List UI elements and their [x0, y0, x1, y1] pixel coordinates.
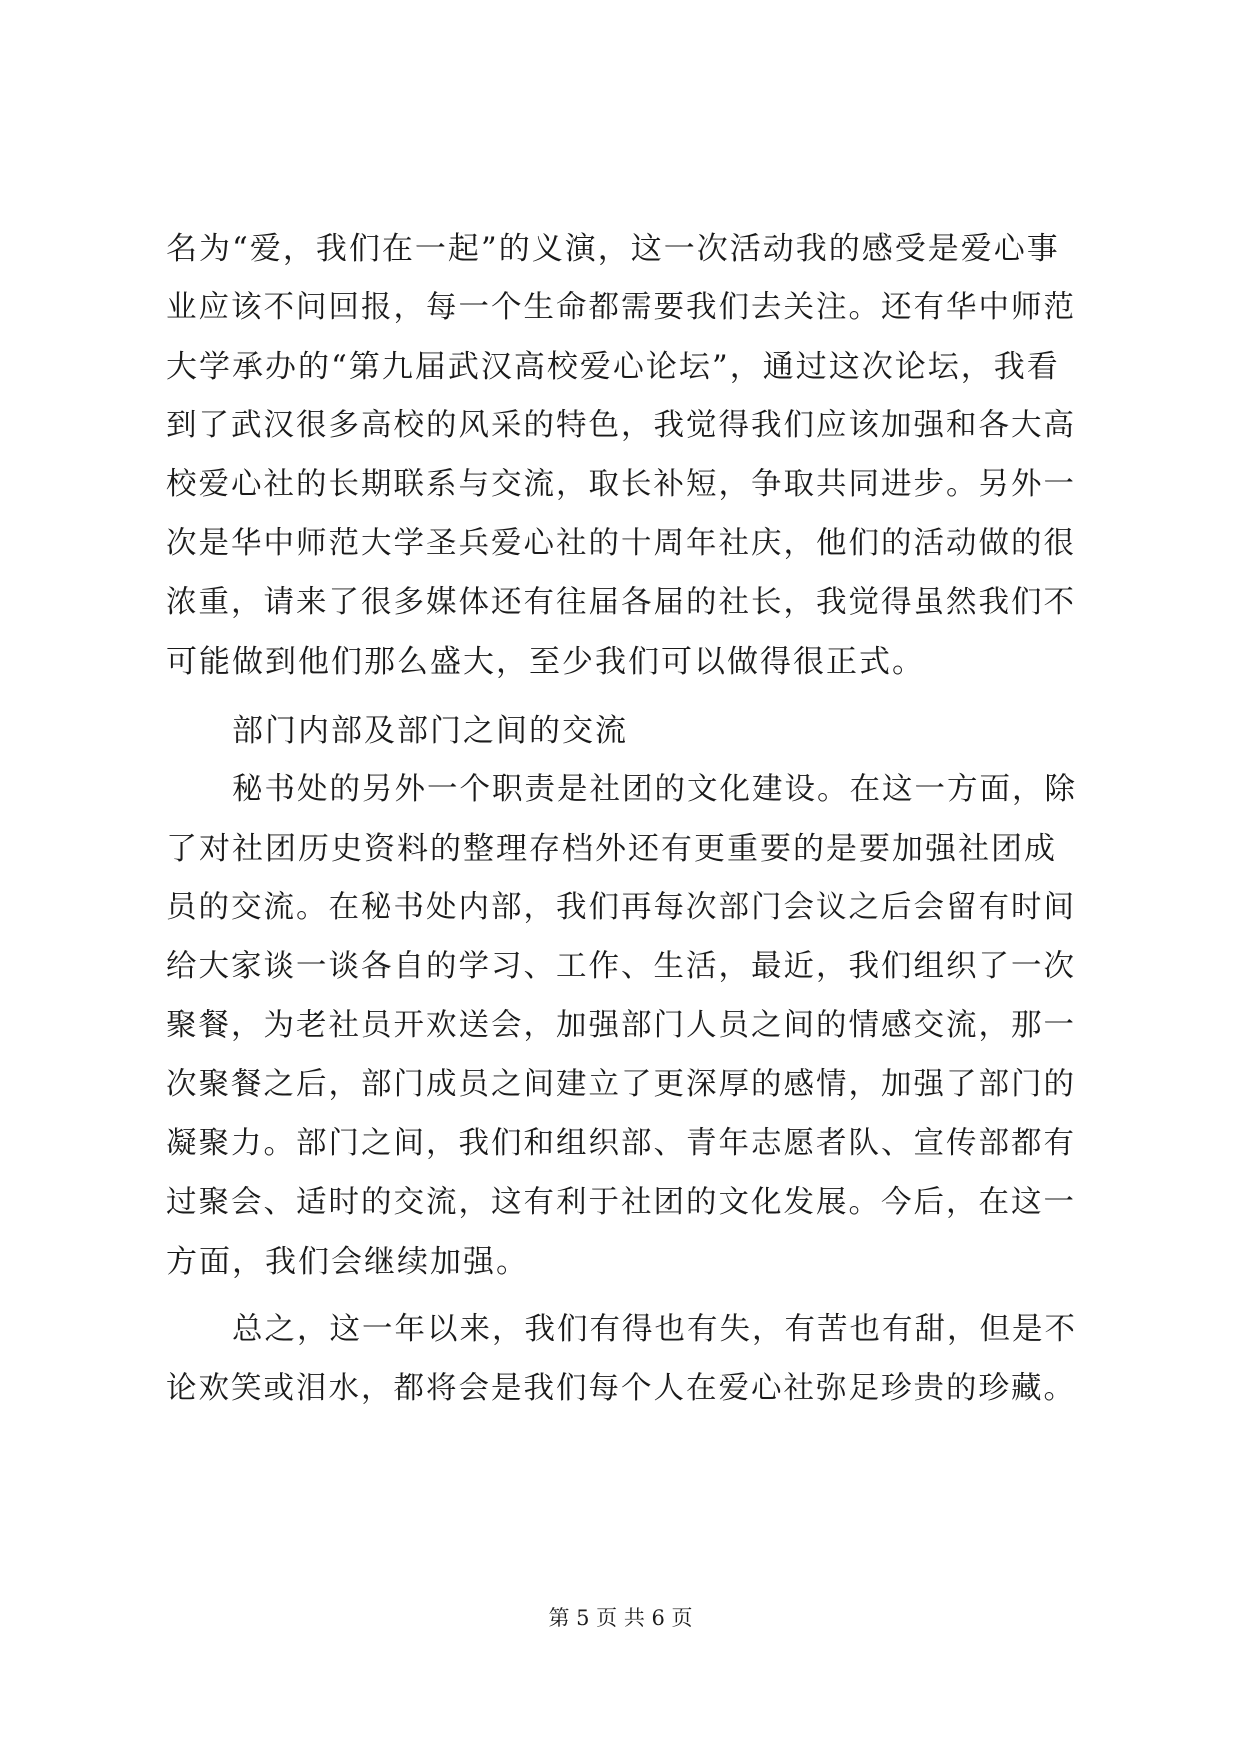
body-line: 总之，这一年以来，我们有得也有失，有苦也有甜，但是不 [232, 1312, 1077, 1347]
body-line: 校爱心社的长期联系与交流，取长补短，争取共同进步。另外一 [166, 467, 1076, 502]
body-line: 可能做到他们那么盛大，至少我们可以做得很正式。 [166, 644, 925, 680]
section-heading: 部门内部及部门之间的交流 [232, 713, 628, 749]
body-line: 凝聚力。部门之间，我们和组织部、青年志愿者队、宣传部都有 [166, 1126, 1076, 1161]
body-line: 次聚餐之后，部门成员之间建立了更深厚的感情，加强了部门的 [166, 1067, 1076, 1102]
body-line: 次是华中师范大学圣兵爱心社的十周年社庆，他们的活动做的很 [166, 526, 1076, 561]
body-line: 论欢笑或泪水，都将会是我们每个人在爱心社弥足珍贵的珍藏。 [166, 1371, 1076, 1406]
body-line: 到了武汉很多高校的风采的特色，我觉得我们应该加强和各大高 [166, 408, 1076, 443]
body-line: 浓重，请来了很多媒体还有往届各届的社长，我觉得虽然我们不 [166, 585, 1076, 620]
body-line: 员的交流。在秘书处内部，我们再每次部门会议之后会留有时间 [166, 890, 1076, 925]
body-line: 方面，我们会继续加强。 [166, 1244, 529, 1280]
body-line: 聚餐，为老社员开欢送会，加强部门人员之间的情感交流，那一 [166, 1008, 1076, 1043]
body-line: 了对社团历史资料的整理存档外还有更重要的是要加强社团成 [166, 831, 1057, 867]
body-line: 业应该不问回报，每一个生命都需要我们去关注。还有华中师范 [166, 290, 1076, 325]
body-line: 给大家谈一谈各自的学习、工作、生活，最近，我们组织了一次 [166, 949, 1076, 984]
body-line: 大学承办的“第九届武汉高校爱心论坛”，通过这次论坛，我看 [166, 349, 1060, 385]
body-line: 名为“爱，我们在一起”的义演，这一次活动我的感受是爱心事 [166, 231, 1060, 267]
body-line: 过聚会、适时的交流，这有利于社团的文化发展。今后，在这一 [166, 1185, 1076, 1220]
page-number-footer: 第 5 页 共 6 页 [548, 1606, 693, 1630]
body-line: 秘书处的另外一个职责是社团的文化建设。在这一方面，除 [232, 772, 1077, 807]
